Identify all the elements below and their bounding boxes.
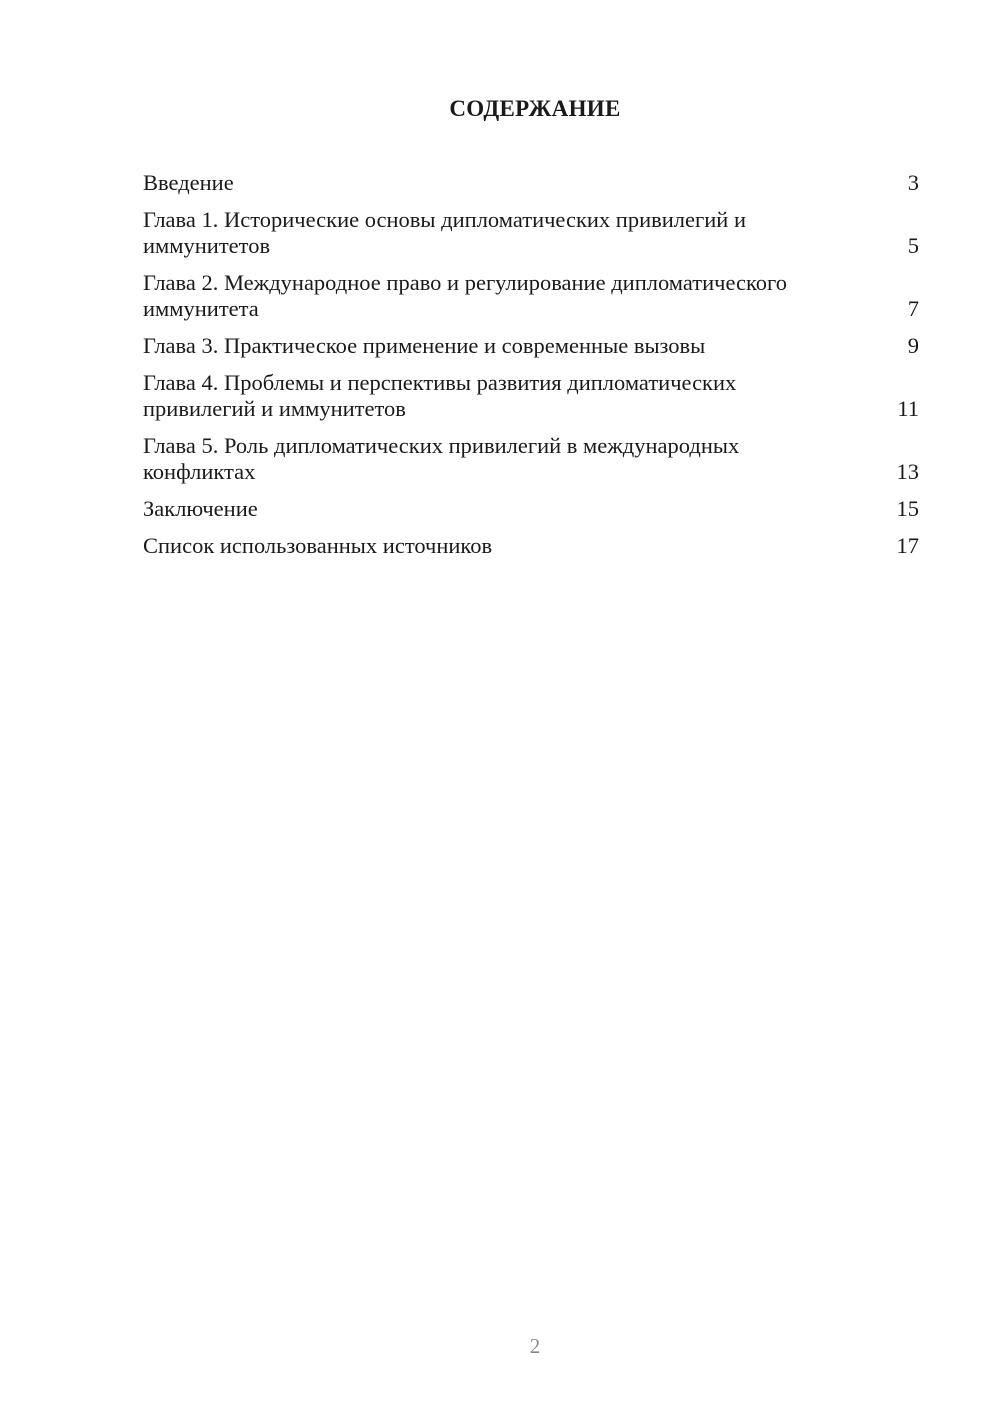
page-title: СОДЕРЖАНИЕ xyxy=(449,96,621,121)
toc-entry-page: 5 xyxy=(907,233,919,258)
toc-entry-references[interactable] xyxy=(143,533,919,559)
toc-entry-text: Глава 4. Проблемы и перспективы развития дипломатических привилегий и иммунитетов xyxy=(143,370,737,421)
toc-entry-page: 11 xyxy=(897,396,919,421)
toc-entry-chapter-2[interactable] xyxy=(143,270,919,322)
toc-entry-text: Введение xyxy=(143,170,234,195)
toc-entry-text: Глава 2. Международное право и регулирование дипломатического иммунитета xyxy=(143,270,787,321)
toc-entry-page: 3 xyxy=(907,170,919,195)
toc-entry-page: 17 xyxy=(896,533,919,558)
toc-entry-text: Заключение xyxy=(143,496,258,521)
page-number: 2 xyxy=(529,1334,541,1358)
toc-entry-text: Список использованных источников xyxy=(143,533,493,558)
toc-entry-page: 9 xyxy=(907,333,919,358)
toc-entry-conclusion[interactable] xyxy=(143,496,919,522)
toc-entry-chapter-4[interactable] xyxy=(143,370,919,422)
toc-entry-page: 7 xyxy=(907,296,919,321)
toc-entry-text: Глава 1. Исторические основы дипломатических привилегий и иммунитетов xyxy=(143,207,746,258)
toc-entry-introduction[interactable] xyxy=(143,170,919,196)
toc-entry-page: 15 xyxy=(896,496,919,521)
toc-entry-text: Глава 3. Практическое применение и современные вызовы xyxy=(143,333,706,358)
toc-entry-chapter-5[interactable] xyxy=(143,433,919,485)
toc-entry-text: Глава 5. Роль дипломатических привилегий в международных конфликтах xyxy=(143,433,740,484)
toc-entry-chapter-3[interactable] xyxy=(143,333,919,359)
toc-entry-page: 13 xyxy=(896,459,919,484)
toc-entry-chapter-1[interactable] xyxy=(143,207,919,259)
table-of-contents xyxy=(143,170,919,570)
